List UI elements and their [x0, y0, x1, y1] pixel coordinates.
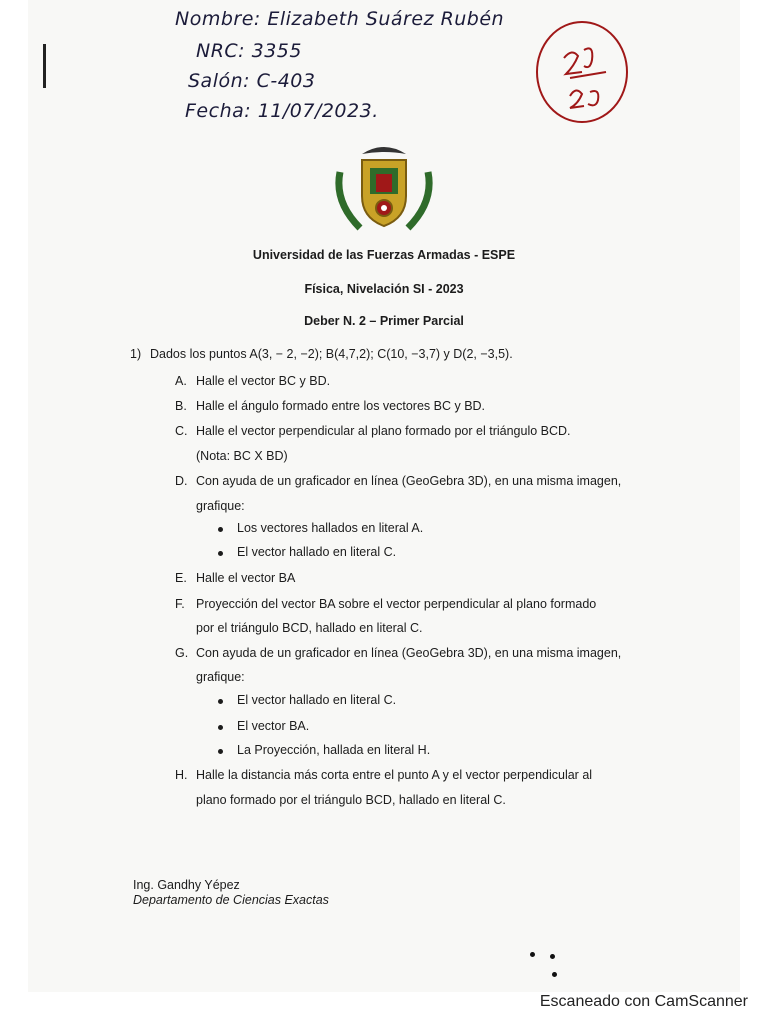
- bullet-icon: [218, 725, 223, 730]
- item-g-text-line1: Con ayuda de un graficador en línea (GeoGebra 3D), en una misma imagen,: [196, 646, 622, 660]
- bullet-icon: [218, 551, 223, 556]
- item-d-bullet-1: Los vectores hallados en literal A.: [237, 521, 424, 535]
- bullet-icon: [218, 699, 223, 704]
- item-d-bullet-2: El vector hallado en literal C.: [237, 545, 397, 559]
- signature-name: Ing. Gandhy Yépez: [133, 878, 240, 892]
- margin-mark: [43, 44, 46, 88]
- scan-speck: [530, 952, 535, 957]
- item-label-g: G.: [175, 646, 189, 660]
- camscanner-watermark: Escaneado con CamScanner: [539, 993, 748, 1010]
- item-label-h: H.: [175, 768, 188, 782]
- item-g-text-line2: grafique:: [196, 670, 245, 684]
- item-label-f: F.: [175, 597, 185, 611]
- grade-mark: [532, 18, 632, 131]
- course-title: Física, Nivelación SI - 2023: [304, 282, 464, 296]
- assignment-title: Deber N. 2 – Primer Parcial: [304, 314, 464, 328]
- item-g-bullet-1: El vector hallado en literal C.: [237, 693, 397, 707]
- item-a-text: Halle el vector BC y BD.: [196, 374, 331, 388]
- university-title: Universidad de las Fuerzas Armadas - ESPE: [252, 248, 516, 262]
- item-label-e: E.: [175, 571, 187, 585]
- item-b-text: Halle el ángulo formado entre los vectores BC y BD.: [196, 399, 486, 413]
- item-c-text-line1: Halle el vector perpendicular al plano formado por el triángulo BCD.: [196, 424, 571, 438]
- item-h-text-line1: Halle la distancia más corta entre el punto A y el vector perpendicular al: [196, 768, 593, 782]
- handwritten-name: Nombre: Elizabeth Suárez Rubén: [175, 8, 505, 30]
- handwritten-salon: Salón: C-403: [188, 70, 316, 92]
- item-label-a: A.: [175, 374, 187, 388]
- item-f-text-line1: Proyección del vector BA sobre el vector perpendicular al plano formado: [196, 597, 597, 611]
- scan-speck: [552, 972, 557, 977]
- item-label-b: B.: [175, 399, 187, 413]
- item-g-bullet-3: La Proyección, hallada en literal H.: [237, 743, 431, 757]
- handwritten-nrc: NRC: 3355: [196, 40, 302, 62]
- item-c-text-line2: (Nota: BC X BD): [196, 449, 288, 463]
- item-h-text-line2: plano formado por el triángulo BCD, hallado en literal C.: [196, 793, 506, 807]
- question-statement: Dados los puntos A(3, − 2, −2); B(4,7,2); C(10, −3,7) y D(2, −3,5).: [150, 347, 513, 361]
- scan-speck: [550, 954, 555, 959]
- item-d-text-line1: Con ayuda de un graficador en línea (GeoGebra 3D), en una misma imagen,: [196, 474, 622, 488]
- item-label-d: D.: [175, 474, 188, 488]
- item-e-text: Halle el vector BA: [196, 571, 296, 585]
- item-g-bullet-2: El vector BA.: [237, 719, 310, 733]
- item-label-c: C.: [175, 424, 188, 438]
- question-number: 1): [130, 347, 142, 361]
- espe-seal-icon: [332, 142, 436, 239]
- signature-department: Departamento de Ciencias Exactas: [133, 893, 329, 907]
- item-f-text-line2: por el triángulo BCD, hallado en literal C.: [196, 621, 423, 635]
- handwritten-fecha: Fecha: 11/07/2023.: [185, 100, 379, 122]
- bullet-icon: [218, 749, 223, 754]
- bullet-icon: [218, 527, 223, 532]
- item-d-text-line2: grafique:: [196, 499, 245, 513]
